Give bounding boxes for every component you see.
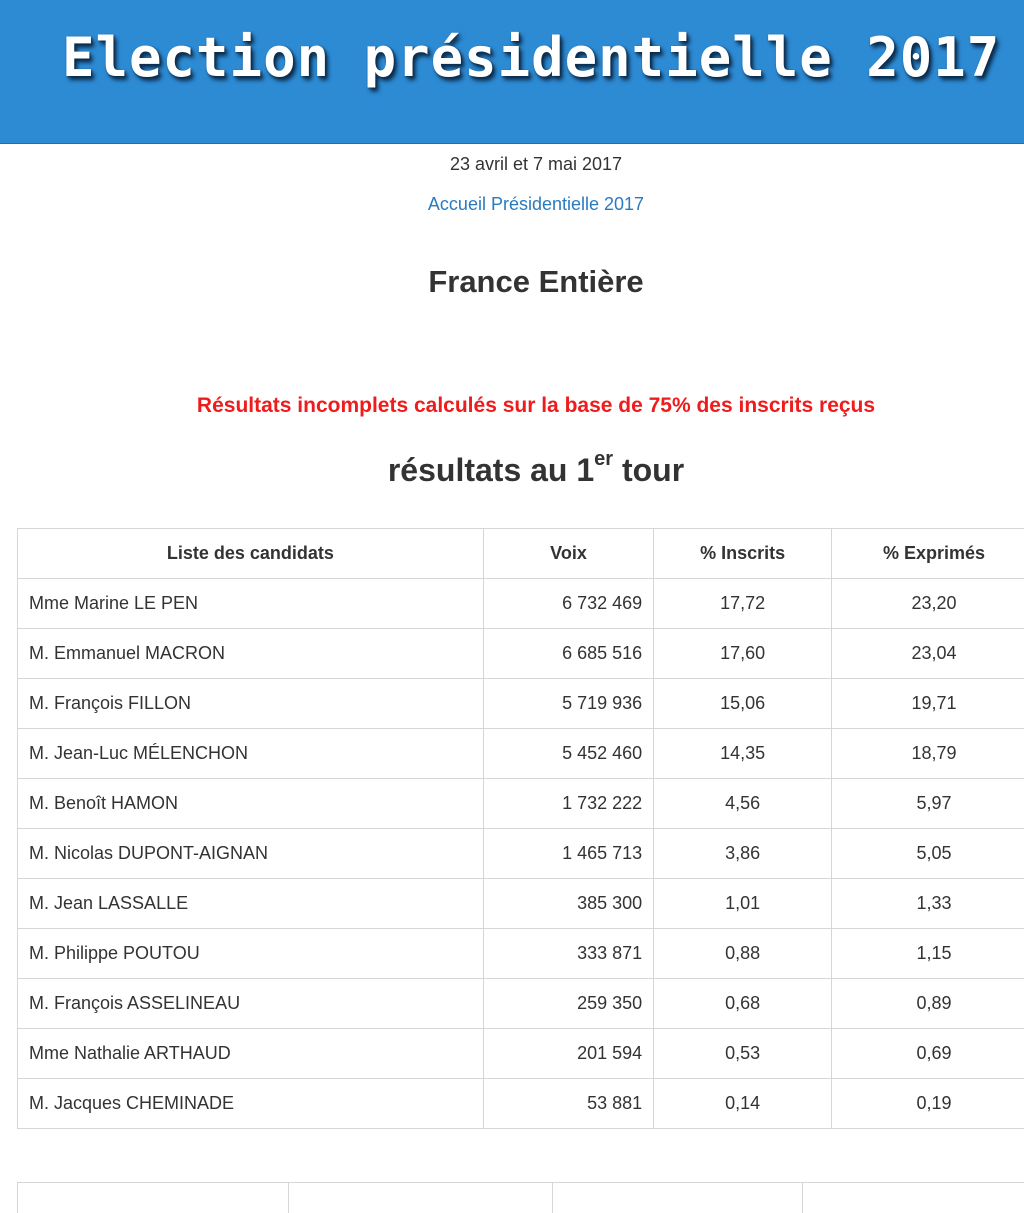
candidate-pct-cast: 0,69: [832, 1029, 1024, 1079]
candidate-name: M. Emmanuel MACRON: [18, 629, 484, 679]
candidate-votes: 6 685 516: [483, 629, 653, 679]
candidate-pct-registered: 15,06: [654, 679, 832, 729]
candidate-votes: 385 300: [483, 879, 653, 929]
candidate-pct-registered: 4,56: [654, 779, 832, 829]
candidate-pct-cast: 1,15: [832, 929, 1024, 979]
header-pct-cast: % Exprimés: [832, 529, 1024, 579]
candidate-name: Mme Marine LE PEN: [18, 579, 484, 629]
incomplete-results-warning: Résultats incomplets calculés sur la base de 75% des inscrits reçus: [0, 394, 1024, 418]
candidate-pct-cast: 23,04: [832, 629, 1024, 679]
candidate-pct-cast: 19,71: [832, 679, 1024, 729]
candidate-pct-cast: 5,97: [832, 779, 1024, 829]
header-votes: Voix: [483, 529, 653, 579]
candidate-votes: 5 719 936: [483, 679, 653, 729]
page-banner: [0, 0, 1024, 144]
candidate-pct-registered: 14,35: [654, 729, 832, 779]
candidate-pct-registered: 0,14: [654, 1079, 832, 1129]
candidate-pct-registered: 1,01: [654, 879, 832, 929]
table-row: [18, 929, 1024, 979]
candidate-pct-cast: 0,89: [832, 979, 1024, 1029]
candidate-name: M. François ASSELINEAU: [18, 979, 484, 1029]
candidate-name: M. François FILLON: [18, 679, 484, 729]
table-row: [18, 979, 1024, 1029]
table-row: [18, 579, 1024, 629]
candidate-votes: 1 732 222: [483, 779, 653, 829]
candidate-pct-cast: 0,19: [832, 1079, 1024, 1129]
candidate-pct-cast: 5,05: [832, 829, 1024, 879]
candidate-votes: 53 881: [483, 1079, 653, 1129]
candidate-name: M. Jacques CHEMINADE: [18, 1079, 484, 1129]
results-table: [17, 528, 1024, 1129]
candidate-name: M. Nicolas DUPONT-AIGNAN: [18, 829, 484, 879]
candidate-votes: 5 452 460: [483, 729, 653, 779]
candidate-pct-cast: 18,79: [832, 729, 1024, 779]
candidate-pct-registered: 0,88: [654, 929, 832, 979]
candidate-votes: 333 871: [483, 929, 653, 979]
round-title: [0, 452, 1024, 489]
candidate-name: M. Jean-Luc MÉLENCHON: [18, 729, 484, 779]
round-title-prefix: résultats au 1: [388, 452, 594, 488]
candidate-name: M. Benoît HAMON: [18, 779, 484, 829]
candidate-pct-registered: 17,72: [654, 579, 832, 629]
candidate-pct-cast: 23,20: [832, 579, 1024, 629]
home-link[interactable]: Accueil Présidentielle 2017: [0, 194, 1024, 215]
candidate-votes: 1 465 713: [483, 829, 653, 879]
candidate-pct-cast: 1,33: [832, 879, 1024, 929]
table-row: [18, 729, 1024, 779]
candidate-votes: 6 732 469: [483, 579, 653, 629]
table-row: [18, 879, 1024, 929]
table-row: [18, 779, 1024, 829]
candidate-pct-registered: 0,53: [654, 1029, 832, 1079]
candidate-name: M. Philippe POUTOU: [18, 929, 484, 979]
header-candidates: Liste des candidats: [18, 529, 484, 579]
candidate-pct-registered: 17,60: [654, 629, 832, 679]
round-title-sup: er: [594, 448, 613, 470]
table-row: [18, 1029, 1024, 1079]
candidate-name: Mme Nathalie ARTHAUD: [18, 1029, 484, 1079]
column-divider: [802, 1183, 803, 1213]
header-pct-registered: % Inscrits: [654, 529, 832, 579]
candidate-pct-registered: 3,86: [654, 829, 832, 879]
results-header-row: [18, 529, 1024, 579]
candidate-name: M. Jean LASSALLE: [18, 879, 484, 929]
banner-title: Election présidentielle 2017: [62, 26, 1000, 89]
table-row: [18, 829, 1024, 879]
candidate-votes: 201 594: [483, 1029, 653, 1079]
election-dates: 23 avril et 7 mai 2017: [0, 154, 1024, 175]
candidate-votes: 259 350: [483, 979, 653, 1029]
table-row: [18, 1079, 1024, 1129]
table-row: [18, 679, 1024, 729]
column-divider: [288, 1183, 289, 1213]
candidate-pct-registered: 0,68: [654, 979, 832, 1029]
column-divider: [552, 1183, 553, 1213]
region-title: France Entière: [0, 264, 1024, 300]
round-title-suffix: tour: [613, 452, 684, 488]
table-row: [18, 629, 1024, 679]
